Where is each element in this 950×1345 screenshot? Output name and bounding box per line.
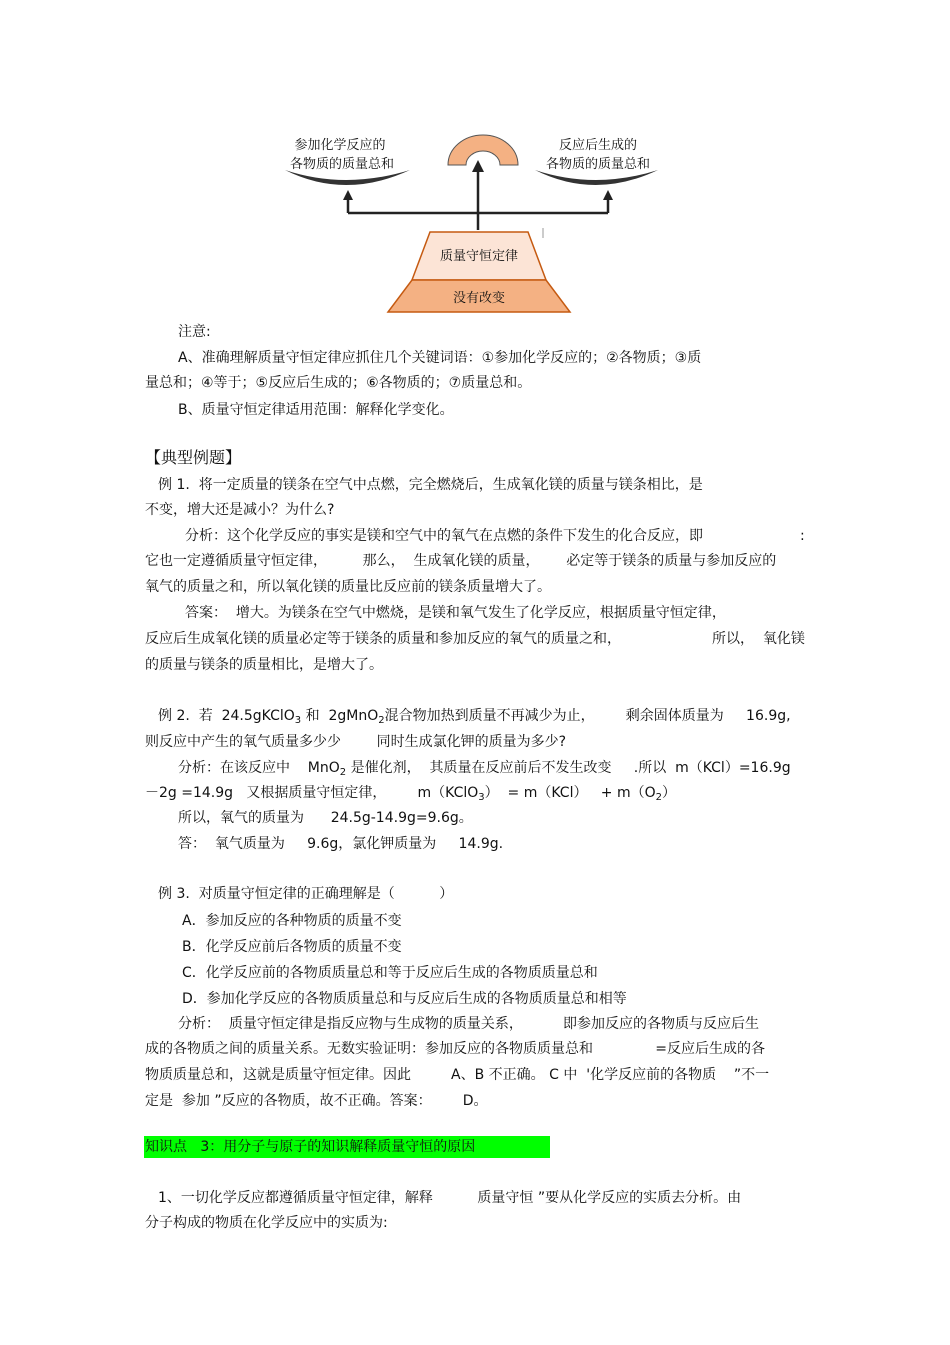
left-pan bbox=[285, 170, 410, 185]
ex1-analysis-1-tail: : bbox=[800, 528, 805, 544]
right-arrowhead bbox=[603, 190, 613, 200]
para1-line2: 分子构成的物质在化学反应中的实质为: bbox=[145, 1215, 388, 1231]
base-bottom-label: 没有改变 bbox=[452, 291, 506, 306]
ex1-analysis-1: 分析：这个化学反应的事实是镁和空气中的氧气在点燃的条件下发生的化合反应，即 bbox=[185, 528, 703, 544]
knowledge-point-3: 知识点 3：用分子与原子的知识解释质量守恒的原因 bbox=[145, 1139, 476, 1155]
ex2-analysis-2: －2g =14.9g 又根据质量守恒定律， m（KClO$_3$） = $m(KCl) + m(O_2)$ bbox=[145, 785, 677, 803]
right-pan-label-2: 各物质的质量总和 bbox=[545, 157, 651, 172]
note-b: B、质量守恒定律适用范围：解释化学变化。 bbox=[178, 402, 454, 418]
left-pan-label-2: 各物质的质量总和 bbox=[289, 157, 395, 172]
center-arrowhead bbox=[472, 160, 484, 172]
ex3-analysis-3: 物质质量总和，这就是质量守恒定律。因此 A、B 不正确。 C 中 '化学反应前的各物质 ”不一 bbox=[145, 1067, 770, 1083]
left-arrowhead bbox=[343, 190, 353, 200]
note-a-line1: A、准确理解质量守恒定律应抓住几个关键词语：①参加化学反应的；②各物质；③质 bbox=[178, 350, 702, 366]
ex2-question-1: 例 2. 若 24.5gKClO$_3$ 和 2gMnO$_2$混合物加热到质量不再减少为止， 剩余固体质量为 16.9g, bbox=[158, 708, 791, 726]
ex3-analysis-2: 成的各物质之间的质量关系。无数实验证明：参加反应的各物质质量总和 =反应后生成的各 bbox=[145, 1041, 766, 1057]
examples-heading: 【典型例题】 bbox=[145, 448, 242, 467]
ex3-question: 例 3. 对质量守恒定律的正确理解是（ ） bbox=[158, 886, 454, 902]
balance-arch bbox=[448, 135, 518, 165]
right-pan bbox=[535, 170, 658, 185]
right-pan-label-1: 反应后生成的 bbox=[558, 138, 638, 153]
ex3-option-a: A．参加反应的各种物质的质量不变 bbox=[182, 913, 402, 929]
ex2-question-2: 则反应中产生的氧气质量多少少 同时生成氯化钾的质量为多少? bbox=[145, 734, 567, 750]
ex3-option-c: C．化学反应前的各物质质量总和等于反应后生成的各物质质量总和 bbox=[182, 965, 598, 981]
note-title: 注意: bbox=[178, 324, 211, 340]
balance-diagram bbox=[280, 120, 660, 320]
base-top-label: 质量守恒定律 bbox=[439, 249, 519, 264]
ex3-option-b: B．化学反应前后各物质的质量不变 bbox=[182, 939, 402, 955]
note-a-line2: 量总和；④等于；⑤反应后生成的；⑥各物质的；⑦质量总和。 bbox=[145, 375, 532, 391]
ex3-option-d: D．参加化学反应的各物质质量总和与反应后生成的各物质质量总和相等 bbox=[182, 991, 627, 1007]
para1-line1: 1、一切化学反应都遵循质量守恒定律，解释 质量守恒 ”要从化学反应的实质去分析。由 bbox=[158, 1190, 742, 1206]
ex2-answer: 答： 氧气质量为 9.6g，氯化钾质量为 14.9g. bbox=[178, 836, 504, 852]
ex1-answer-1: 答案： 增大。为镁条在空气中燃烧，是镁和氧气发生了化学反应，根据质量守恒定律， bbox=[185, 605, 726, 621]
ex1-answer-3: 的质量与镁条的质量相比，是增大了。 bbox=[145, 657, 383, 673]
ex1-question-1: 例 1. 将一定质量的镁条在空气中点燃，完全燃烧后，生成氧化镁的质量与镁条相比，是 bbox=[158, 477, 703, 493]
ex1-question-2: 不变，增大还是减小？为什么? bbox=[145, 502, 335, 518]
ex1-analysis-2: 它也一定遵循质量守恒定律， 那么， 生成氧化镁的质量， 必定等于镁条的质量与参加反应的 bbox=[145, 553, 777, 569]
ex1-answer-2-tail: 所以， 氧化镁 bbox=[712, 631, 805, 647]
ex2-analysis-3: 所以，氧气的质量为 24.5g-14.9g=9.6g。 bbox=[178, 810, 473, 826]
ex3-analysis-1: 分析： 质量守恒定律是指反应物与生成物的质量关系， 即参加反应的各物质与反应后生 bbox=[178, 1016, 759, 1032]
ex2-analysis-1: 分析：在该反应中 MnO$_2$ 是催化剂， 其质量在反应前后不发生改变 .所以 m（KCl）=16.9g bbox=[178, 760, 791, 778]
ex1-analysis-3: 氧气的质量之和，所以氧化镁的质量比反应前的镁条质量增大了。 bbox=[145, 579, 551, 595]
left-pan-label-1: 参加化学反应的 bbox=[294, 138, 386, 153]
ex3-analysis-4: 定是 参加 ”反应的各物质，故不正确。答案： D。 bbox=[145, 1093, 488, 1109]
ex1-answer-2: 反应后生成氧化镁的质量必定等于镁条的质量和参加反应的氧气的质量之和， bbox=[145, 631, 621, 647]
